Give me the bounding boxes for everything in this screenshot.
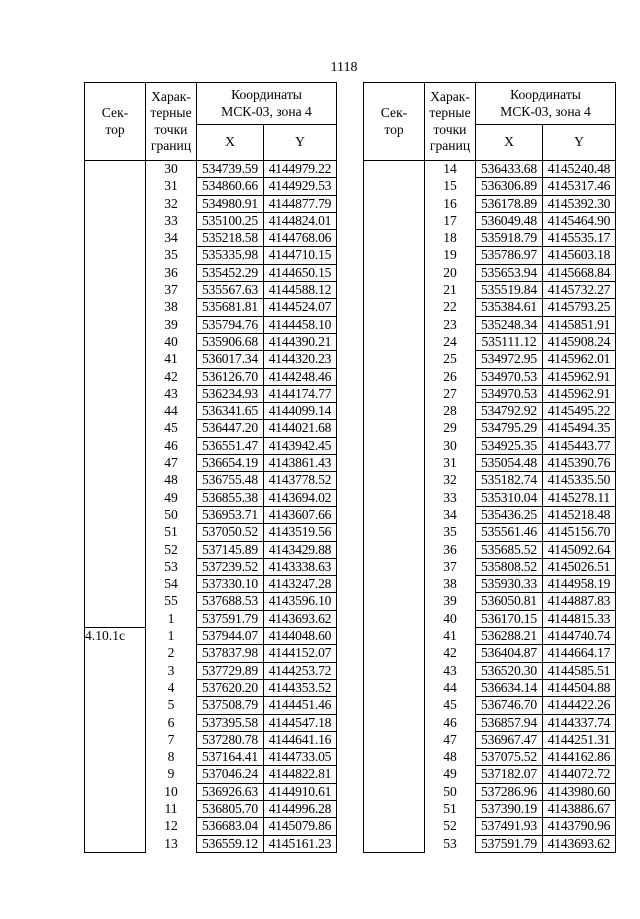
point-number-cell: 39	[146, 316, 197, 333]
point-number-cell: 40	[146, 333, 197, 350]
point-number-cell: 30	[425, 437, 476, 454]
y-column-header: Y	[264, 125, 337, 161]
y-coordinate-cell: 4144585.51	[543, 662, 616, 679]
y-coordinate-cell: 4143886.67	[543, 800, 616, 817]
table-row	[364, 161, 616, 178]
x-coordinate-cell: 536306.89	[476, 178, 543, 195]
x-coordinate-cell: 536433.68	[476, 161, 543, 178]
x-coordinate-cell: 535786.97	[476, 247, 543, 264]
x-coordinate-cell: 537688.53	[197, 593, 264, 610]
y-coordinate-cell: 4143861.43	[264, 455, 337, 472]
point-number-cell: 8	[146, 749, 197, 766]
point-number-cell: 46	[146, 437, 197, 454]
point-number-cell: 23	[425, 316, 476, 333]
y-coordinate-cell: 4145335.50	[543, 472, 616, 489]
x-coordinate-cell: 537620.20	[197, 679, 264, 696]
point-number-cell: 46	[425, 714, 476, 731]
x-coordinate-cell: 534970.53	[476, 368, 543, 385]
y-coordinate-cell: 4145390.76	[543, 455, 616, 472]
point-number-cell: 25	[425, 351, 476, 368]
x-coordinate-cell: 535794.76	[197, 316, 264, 333]
y-coordinate-cell: 4144877.79	[264, 195, 337, 212]
point-number-cell: 11	[146, 800, 197, 817]
y-coordinate-cell: 4143693.62	[264, 610, 337, 627]
x-coordinate-cell: 535310.04	[476, 489, 543, 506]
y-coordinate-cell: 4144099.14	[264, 403, 337, 420]
x-coordinate-cell: 535567.63	[197, 282, 264, 299]
y-coordinate-cell: 4144458.10	[264, 316, 337, 333]
y-coordinate-cell: 4143693.62	[543, 835, 616, 852]
x-coordinate-cell: 536967.47	[476, 731, 543, 748]
point-number-cell: 53	[425, 835, 476, 852]
y-coordinate-cell: 4145278.11	[543, 489, 616, 506]
point-number-cell: 39	[425, 593, 476, 610]
x-coordinate-cell: 535335.98	[197, 247, 264, 264]
x-coordinate-cell: 537591.79	[476, 835, 543, 852]
point-number-cell: 52	[425, 818, 476, 835]
y-coordinate-cell: 4144253.72	[264, 662, 337, 679]
point-number-cell: 51	[425, 800, 476, 817]
x-coordinate-cell: 536551.47	[197, 437, 264, 454]
table-body-left	[85, 161, 337, 853]
x-coordinate-cell: 536855.38	[197, 489, 264, 506]
x-coordinate-cell: 536634.14	[476, 679, 543, 696]
x-coordinate-cell: 535452.29	[197, 264, 264, 281]
x-coordinate-cell: 537330.10	[197, 576, 264, 593]
y-coordinate-cell: 4143429.88	[264, 541, 337, 558]
y-coordinate-cell: 4144504.88	[543, 679, 616, 696]
point-number-cell: 45	[146, 420, 197, 437]
y-coordinate-cell: 4144910.61	[264, 783, 337, 800]
point-number-cell: 20	[425, 264, 476, 281]
x-coordinate-cell: 536654.19	[197, 455, 264, 472]
point-number-cell: 34	[146, 230, 197, 247]
x-coordinate-cell: 537591.79	[197, 610, 264, 627]
y-coordinate-cell: 4143607.66	[264, 506, 337, 523]
point-number-cell: 30	[146, 161, 197, 178]
coordinates-table-left	[84, 82, 337, 853]
point-number-cell: 36	[425, 541, 476, 558]
y-coordinate-cell: 4145156.70	[543, 524, 616, 541]
point-number-cell: 2	[146, 645, 197, 662]
y-coordinate-cell: 4145317.46	[543, 178, 616, 195]
y-coordinate-cell: 4144072.72	[543, 766, 616, 783]
y-coordinate-cell: 4144733.05	[264, 749, 337, 766]
point-number-cell: 15	[425, 178, 476, 195]
x-coordinate-cell: 534795.29	[476, 420, 543, 437]
y-coordinate-cell: 4144588.12	[264, 282, 337, 299]
x-column-header: X	[476, 125, 543, 161]
x-coordinate-cell: 534739.59	[197, 161, 264, 178]
x-coordinate-cell: 536017.34	[197, 351, 264, 368]
point-number-cell: 16	[425, 195, 476, 212]
point-number-cell: 5	[146, 697, 197, 714]
point-number-cell: 31	[146, 178, 197, 195]
y-column-header: Y	[543, 125, 616, 161]
point-number-cell: 27	[425, 385, 476, 402]
x-coordinate-cell: 536953.71	[197, 506, 264, 523]
point-number-cell: 9	[146, 766, 197, 783]
page-number: 1118	[330, 60, 358, 75]
y-coordinate-cell: 4144929.53	[264, 178, 337, 195]
x-coordinate-cell: 536805.70	[197, 800, 264, 817]
x-coordinate-cell: 535111.12	[476, 333, 543, 350]
table-body-right	[364, 161, 616, 853]
y-coordinate-cell: 4144815.33	[543, 610, 616, 627]
characteristic-points-header: Харак- терные точки границ	[425, 83, 476, 161]
y-coordinate-cell: 4145495.22	[543, 403, 616, 420]
point-number-cell: 10	[146, 783, 197, 800]
y-coordinate-cell: 4145392.30	[543, 195, 616, 212]
x-coordinate-cell: 535519.84	[476, 282, 543, 299]
point-number-cell: 22	[425, 299, 476, 316]
x-coordinate-cell: 537050.52	[197, 524, 264, 541]
y-coordinate-cell: 4144320.23	[264, 351, 337, 368]
x-coordinate-cell: 535906.68	[197, 333, 264, 350]
point-number-cell: 38	[425, 576, 476, 593]
x-coordinate-cell: 537729.89	[197, 662, 264, 679]
y-coordinate-cell: 4144048.60	[264, 628, 337, 645]
point-number-cell: 12	[146, 818, 197, 835]
y-coordinate-cell: 4144152.07	[264, 645, 337, 662]
y-coordinate-cell: 4145218.48	[543, 506, 616, 523]
y-coordinate-cell: 4144958.19	[543, 576, 616, 593]
x-coordinate-cell: 535561.46	[476, 524, 543, 541]
table-row	[85, 628, 337, 645]
y-coordinate-cell: 4145092.64	[543, 541, 616, 558]
coordinates-header: Координаты МСК-03, зона 4	[197, 83, 337, 125]
point-number-cell: 50	[425, 783, 476, 800]
point-number-cell: 42	[425, 645, 476, 662]
y-coordinate-cell: 4144174.77	[264, 385, 337, 402]
point-number-cell: 41	[146, 351, 197, 368]
x-coordinate-cell: 537491.93	[476, 818, 543, 835]
sector-header: Сек- тор	[364, 83, 425, 161]
coordinates-table-right	[363, 82, 616, 853]
point-number-cell: 44	[146, 403, 197, 420]
point-number-cell: 52	[146, 541, 197, 558]
point-number-cell: 28	[425, 403, 476, 420]
x-coordinate-cell: 536178.89	[476, 195, 543, 212]
y-coordinate-cell: 4144337.74	[543, 714, 616, 731]
x-column-header: X	[197, 125, 264, 161]
y-coordinate-cell: 4144768.06	[264, 230, 337, 247]
point-number-cell: 33	[425, 489, 476, 506]
point-number-cell: 4	[146, 679, 197, 696]
y-coordinate-cell: 4145161.23	[264, 835, 337, 852]
point-number-cell: 3	[146, 662, 197, 679]
x-coordinate-cell: 536126.70	[197, 368, 264, 385]
x-coordinate-cell: 535436.25	[476, 506, 543, 523]
y-coordinate-cell: 4145494.35	[543, 420, 616, 437]
point-number-cell: 45	[425, 697, 476, 714]
y-coordinate-cell: 4144824.01	[264, 212, 337, 229]
x-coordinate-cell: 534980.91	[197, 195, 264, 212]
characteristic-points-header: Харак- терные точки границ	[146, 83, 197, 161]
sector-cell	[364, 161, 425, 853]
table-row	[85, 161, 337, 178]
point-number-cell: 37	[146, 282, 197, 299]
point-number-cell: 34	[425, 506, 476, 523]
x-coordinate-cell: 537239.52	[197, 558, 264, 575]
point-number-cell: 37	[425, 558, 476, 575]
y-coordinate-cell: 4144422.26	[543, 697, 616, 714]
x-coordinate-cell: 534792.92	[476, 403, 543, 420]
x-coordinate-cell: 536746.70	[476, 697, 543, 714]
x-coordinate-cell: 537164.41	[197, 749, 264, 766]
y-coordinate-cell: 4144822.81	[264, 766, 337, 783]
y-coordinate-cell: 4144664.17	[543, 645, 616, 662]
y-coordinate-cell: 4143247.28	[264, 576, 337, 593]
point-number-cell: 43	[425, 662, 476, 679]
y-coordinate-cell: 4144248.46	[264, 368, 337, 385]
x-coordinate-cell: 536926.63	[197, 783, 264, 800]
point-number-cell: 32	[146, 195, 197, 212]
x-coordinate-cell: 535384.61	[476, 299, 543, 316]
y-coordinate-cell: 4143790.96	[543, 818, 616, 835]
y-coordinate-cell: 4145026.51	[543, 558, 616, 575]
x-coordinate-cell: 537182.07	[476, 766, 543, 783]
point-number-cell: 29	[425, 420, 476, 437]
point-number-cell: 51	[146, 524, 197, 541]
x-coordinate-cell: 537046.24	[197, 766, 264, 783]
x-coordinate-cell: 536559.12	[197, 835, 264, 852]
point-number-cell: 38	[146, 299, 197, 316]
y-coordinate-cell: 4144021.68	[264, 420, 337, 437]
point-number-cell: 48	[146, 472, 197, 489]
x-coordinate-cell: 535054.48	[476, 455, 543, 472]
x-coordinate-cell: 536404.87	[476, 645, 543, 662]
point-number-cell: 18	[425, 230, 476, 247]
point-number-cell: 47	[146, 455, 197, 472]
y-coordinate-cell: 4144162.86	[543, 749, 616, 766]
x-coordinate-cell: 534970.53	[476, 385, 543, 402]
y-coordinate-cell: 4145535.17	[543, 230, 616, 247]
x-coordinate-cell: 535218.58	[197, 230, 264, 247]
x-coordinate-cell: 535681.81	[197, 299, 264, 316]
x-coordinate-cell: 534972.95	[476, 351, 543, 368]
x-coordinate-cell: 535100.25	[197, 212, 264, 229]
x-coordinate-cell: 537145.89	[197, 541, 264, 558]
x-coordinate-cell: 536755.48	[197, 472, 264, 489]
y-coordinate-cell: 4145732.27	[543, 282, 616, 299]
point-number-cell: 41	[425, 628, 476, 645]
x-coordinate-cell: 536288.21	[476, 628, 543, 645]
point-number-cell: 43	[146, 385, 197, 402]
y-coordinate-cell: 4145443.77	[543, 437, 616, 454]
point-number-cell: 24	[425, 333, 476, 350]
point-number-cell: 1	[146, 610, 197, 627]
y-coordinate-cell: 4144251.31	[543, 731, 616, 748]
y-coordinate-cell: 4144451.46	[264, 697, 337, 714]
x-coordinate-cell: 535653.94	[476, 264, 543, 281]
y-coordinate-cell: 4145464.90	[543, 212, 616, 229]
y-coordinate-cell: 4144887.83	[543, 593, 616, 610]
point-number-cell: 14	[425, 161, 476, 178]
point-number-cell: 49	[146, 489, 197, 506]
x-coordinate-cell: 537508.79	[197, 697, 264, 714]
x-coordinate-cell: 535808.52	[476, 558, 543, 575]
y-coordinate-cell: 4145668.84	[543, 264, 616, 281]
y-coordinate-cell: 4144650.15	[264, 264, 337, 281]
y-coordinate-cell: 4143778.52	[264, 472, 337, 489]
x-coordinate-cell: 537837.98	[197, 645, 264, 662]
point-number-cell: 53	[146, 558, 197, 575]
point-number-cell: 47	[425, 731, 476, 748]
x-coordinate-cell: 534860.66	[197, 178, 264, 195]
point-number-cell: 31	[425, 455, 476, 472]
point-number-cell: 13	[146, 835, 197, 852]
x-coordinate-cell: 537390.19	[476, 800, 543, 817]
point-number-cell: 44	[425, 679, 476, 696]
y-coordinate-cell: 4143338.63	[264, 558, 337, 575]
x-coordinate-cell: 537286.96	[476, 783, 543, 800]
y-coordinate-cell: 4145793.25	[543, 299, 616, 316]
sector-header: Сек- тор	[85, 83, 146, 161]
x-coordinate-cell: 535182.74	[476, 472, 543, 489]
y-coordinate-cell: 4144740.74	[543, 628, 616, 645]
x-coordinate-cell: 537944.07	[197, 628, 264, 645]
y-coordinate-cell: 4145079.86	[264, 818, 337, 835]
y-coordinate-cell: 4143519.56	[264, 524, 337, 541]
x-coordinate-cell: 536234.93	[197, 385, 264, 402]
x-coordinate-cell: 536683.04	[197, 818, 264, 835]
point-number-cell: 40	[425, 610, 476, 627]
y-coordinate-cell: 4144390.21	[264, 333, 337, 350]
x-coordinate-cell: 535918.79	[476, 230, 543, 247]
y-coordinate-cell: 4144353.52	[264, 679, 337, 696]
y-coordinate-cell: 4145908.24	[543, 333, 616, 350]
y-coordinate-cell: 4145962.91	[543, 385, 616, 402]
y-coordinate-cell: 4143942.45	[264, 437, 337, 454]
x-coordinate-cell: 537075.52	[476, 749, 543, 766]
x-coordinate-cell: 535685.52	[476, 541, 543, 558]
y-coordinate-cell: 4144710.15	[264, 247, 337, 264]
coordinates-header: Координаты МСК-03, зона 4	[476, 83, 616, 125]
x-coordinate-cell: 536170.15	[476, 610, 543, 627]
point-number-cell: 1	[146, 628, 197, 645]
x-coordinate-cell: 536857.94	[476, 714, 543, 731]
point-number-cell: 42	[146, 368, 197, 385]
x-coordinate-cell: 535248.34	[476, 316, 543, 333]
point-number-cell: 50	[146, 506, 197, 523]
point-number-cell: 49	[425, 766, 476, 783]
y-coordinate-cell: 4144996.28	[264, 800, 337, 817]
point-number-cell: 48	[425, 749, 476, 766]
point-number-cell: 36	[146, 264, 197, 281]
y-coordinate-cell: 4145962.01	[543, 351, 616, 368]
x-coordinate-cell: 535930.33	[476, 576, 543, 593]
y-coordinate-cell: 4143980.60	[543, 783, 616, 800]
point-number-cell: 55	[146, 593, 197, 610]
x-coordinate-cell: 536050.81	[476, 593, 543, 610]
point-number-cell: 19	[425, 247, 476, 264]
point-number-cell: 35	[146, 247, 197, 264]
sector-cell: 4.10.1с	[85, 628, 146, 853]
y-coordinate-cell: 4145240.48	[543, 161, 616, 178]
point-number-cell: 35	[425, 524, 476, 541]
x-coordinate-cell: 536447.20	[197, 420, 264, 437]
y-coordinate-cell: 4143694.02	[264, 489, 337, 506]
y-coordinate-cell: 4145962.91	[543, 368, 616, 385]
x-coordinate-cell: 536520.30	[476, 662, 543, 679]
y-coordinate-cell: 4144547.18	[264, 714, 337, 731]
y-coordinate-cell: 4145851.91	[543, 316, 616, 333]
x-coordinate-cell: 537280.78	[197, 731, 264, 748]
point-number-cell: 26	[425, 368, 476, 385]
x-coordinate-cell: 536341.65	[197, 403, 264, 420]
y-coordinate-cell: 4145603.18	[543, 247, 616, 264]
y-coordinate-cell: 4144524.07	[264, 299, 337, 316]
x-coordinate-cell: 534925.35	[476, 437, 543, 454]
x-coordinate-cell: 537395.58	[197, 714, 264, 731]
point-number-cell: 6	[146, 714, 197, 731]
y-coordinate-cell: 4144979.22	[264, 161, 337, 178]
point-number-cell: 21	[425, 282, 476, 299]
point-number-cell: 32	[425, 472, 476, 489]
point-number-cell: 54	[146, 576, 197, 593]
point-number-cell: 33	[146, 212, 197, 229]
sector-cell	[85, 161, 146, 628]
y-coordinate-cell: 4143596.10	[264, 593, 337, 610]
point-number-cell: 7	[146, 731, 197, 748]
point-number-cell: 17	[425, 212, 476, 229]
y-coordinate-cell: 4144641.16	[264, 731, 337, 748]
x-coordinate-cell: 536049.48	[476, 212, 543, 229]
